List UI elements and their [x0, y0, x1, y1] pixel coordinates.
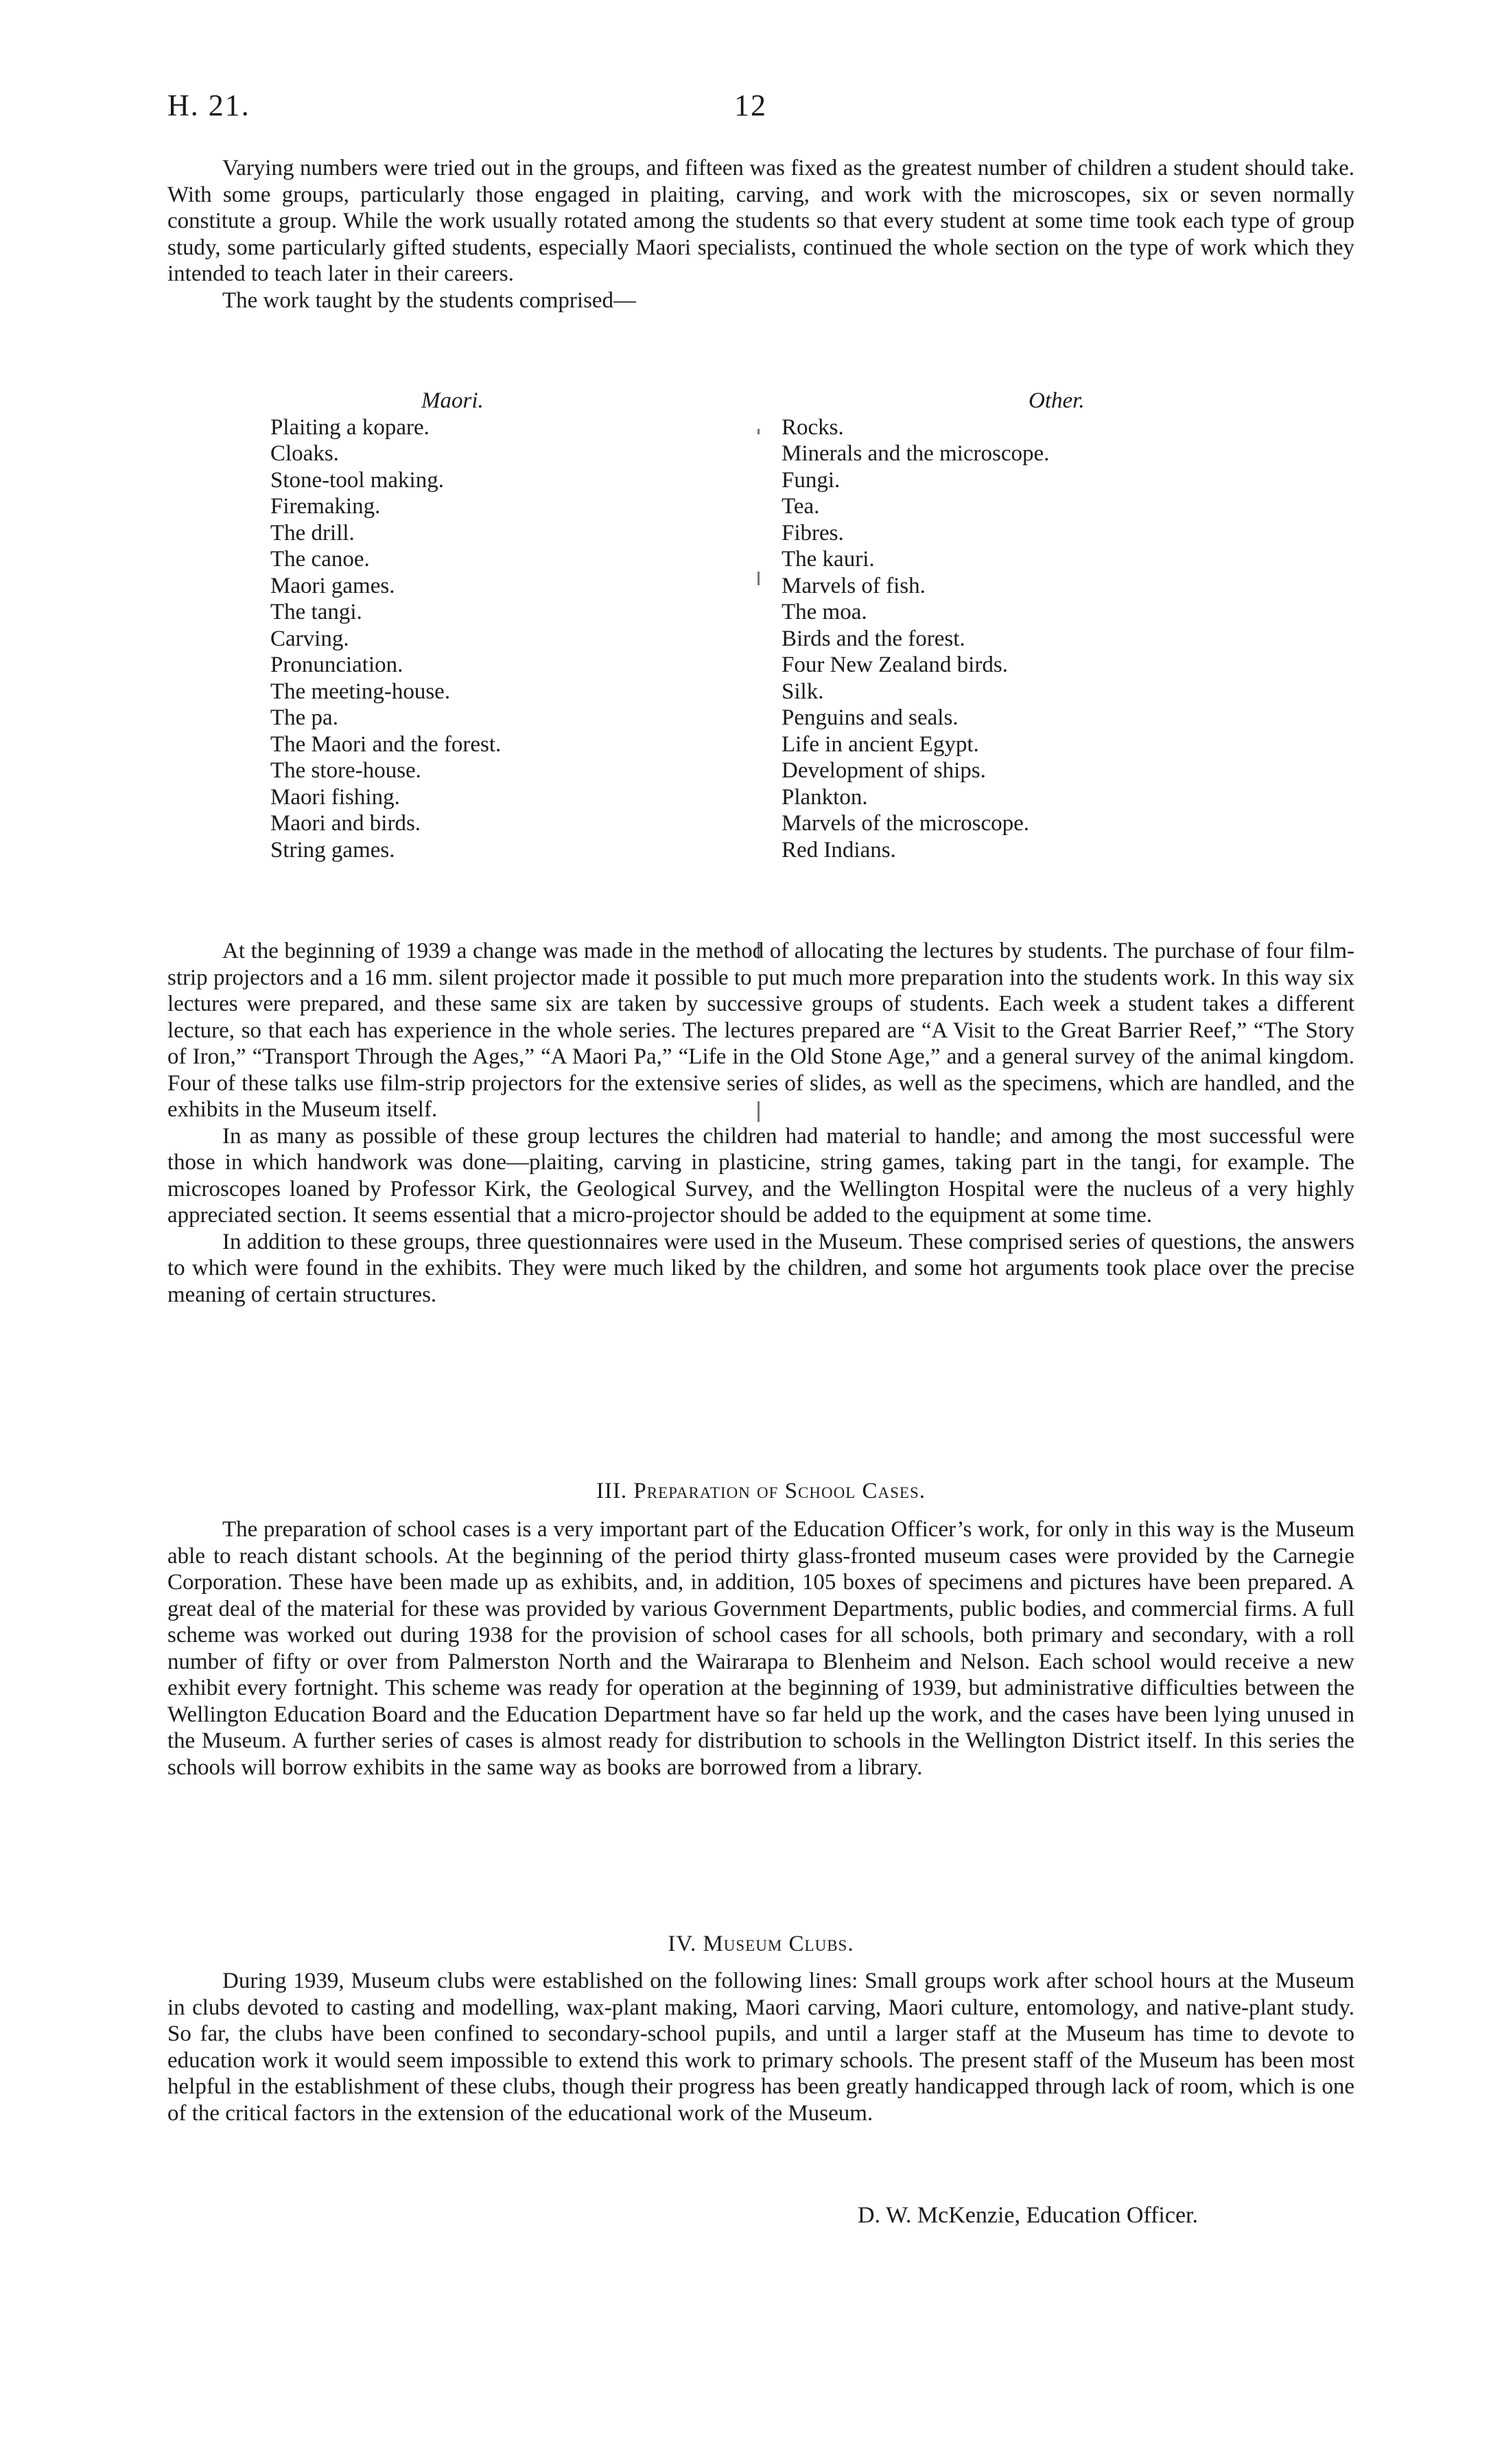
maori-item: Maori fishing.	[270, 784, 400, 810]
other-column-title: Other.	[1029, 388, 1085, 413]
maori-column	[270, 388, 751, 863]
maori-item: The canoe.	[270, 547, 370, 572]
other-item: Fungi.	[782, 467, 841, 493]
body-paragraph-1: At the beginning of 1939 a change was made in the method of allocating the lectures by students. The purchase of four film-strip projectors and a 16 mm. silent projector made it possible to put much more preparation into the students work. In this way six lectures were prepared, and these same six are taken by successive groups of students. Each week a student takes a different lecture, so that each has experience in the whole series. The lectures prepared are “A Visit to the Great Barrier Reef,” “The Story of Iron,” “Transport Through the Ages,” “A Maori Pa,” “Life in the Old Stone Age,” and a general survey of the animal kingdom. Four of these talks use film-strip projectors for the extensive series of slides, as well as the specimens, which are handled, and the exhibits in the Museum itself.	[167, 939, 1354, 1122]
maori-item: String games.	[270, 837, 395, 863]
maori-item: The tangi.	[270, 600, 362, 624]
other-item: Minerals and the microscope.	[782, 441, 1050, 466]
maori-item: The pa.	[270, 705, 338, 730]
maori-item: The meeting-house.	[270, 679, 451, 704]
section-3-title: III. Preparation of School Cases.	[596, 1479, 926, 1503]
other-item: Penguins and seals.	[782, 705, 959, 730]
intro-section	[167, 155, 1354, 314]
column-separator	[758, 429, 760, 434]
other-item: Fibres.	[782, 520, 844, 545]
column-separator	[758, 572, 760, 585]
other-item: Rocks.	[782, 414, 844, 440]
other-item: Marvels of the microscope.	[782, 811, 1030, 836]
maori-item: Carving.	[270, 626, 349, 651]
section-4-title: IV. Museum Clubs.	[668, 1932, 854, 1956]
maori-item: The drill.	[270, 520, 355, 545]
other-item: Red Indians.	[782, 837, 896, 863]
maori-item: The Maori and the forest.	[270, 731, 502, 757]
page-header-code: H. 21.	[167, 89, 250, 122]
maori-item: The store-house.	[270, 758, 421, 783]
page-number: 12	[734, 89, 767, 122]
section-4-paragraph: During 1939, Museum clubs were established on the following lines: Small groups work after school hours at the Museum in clubs devoted to casting and modelling, wax-plant making, Maori carving, Maori culture, entomology, and native-plant study. So far, the clubs have been confined to secondary-school pupils, and until a larger staff at the Museum has time to devote to education work it would seem impossible to extend this work to primary schools. The present staff of the Museum has been most helpful in the establishment of these clubs, though their progress has been greatly handicapped through lack of room, which is one of the critical factors in the extension of the educational work of the Museum.	[167, 1969, 1354, 2126]
section-4	[167, 1968, 1354, 2126]
other-item: The kauri.	[782, 547, 875, 572]
maori-item: Cloaks.	[270, 441, 339, 466]
other-item: Marvels of fish.	[782, 573, 926, 598]
other-item: Silk.	[782, 679, 824, 704]
maori-list	[270, 414, 751, 864]
maori-item: Maori and birds.	[270, 811, 421, 836]
other-item: Four New Zealand birds.	[782, 653, 1008, 677]
signature: D. W. McKenzie, Education Officer.	[858, 2203, 1199, 2228]
other-list	[782, 414, 1330, 864]
other-item: Birds and the forest.	[782, 626, 965, 651]
intro-paragraph-2: The work taught by the students comprised—	[222, 288, 637, 313]
section-3-paragraph: The preparation of school cases is a very important part of the Education Officer’s work, for only in this way is the Museum able to reach distant schools. At the beginning of the period thirty glass-fronted museum cases were provided by the Carnegie Corporation. These have been made up as exhibits, and, in addition, 105 boxes of specimens and pictures have been prepared. A great deal of the material for these was provided by various Government Departments, public bodies, and commercial firms. A full scheme was worked out during 1938 for the provision of school cases for all schools, both primary and secondary, with a roll number of fifty or over from Palmerston North and the Wairarapa to Blenheim and Nelson. Each school would receive a new exhibit every fortnight. This scheme was ready for operation at the beginning of 1939, but administrative difficulties between the Wellington Education Board and the Education Department have so far held up the work, and the cases have been lying unused in the Museum. A further series of cases is almost ready for distribution to schools in the Wellington District itself. In this series the schools will borrow exhibits in the same way as books are borrowed from a library.	[167, 1517, 1354, 1780]
other-item: Development of ships.	[782, 758, 986, 783]
maori-item: Stone-tool making.	[270, 467, 444, 493]
body-paragraph-2: In as many as possible of these group lectures the children had material to handle; and among the most successful were those in which handwork was done—plaiting, carving in plasticine, string games, taking part in the tangi, for example. The microscopes loaned by Professor Kirk, the Geological Survey, and the Wellington Hospital were the nucleus of a very highly appreciated section. It seems essential that a micro-projector should be added to the equipment at some time.	[167, 1123, 1354, 1228]
other-item: Life in ancient Egypt.	[782, 731, 979, 757]
body-paragraph-3: In addition to these groups, three questionnaires were used in the Museum. These comprised series of questions, the answers to which were found in the exhibits. They were much liked by the children, and some hot arguments took place over the precise meaning of certain structures.	[167, 1229, 1354, 1307]
maori-item: Firemaking.	[270, 494, 381, 519]
intro-paragraph-1: Varying numbers were tried out in the groups, and fifteen was fixed as the greatest number of children a student should take. With some groups, particularly those engaged in plaiting, carving, and work with the microscopes, six or seven normally constitute a group. While the work usually rotated among the students so that every student at some time took each type of group study, some particularly gifted students, especially Maori specialists, continued the whole section on the type of work which they intended to teach later in their careers.	[167, 156, 1354, 286]
maori-item: Plaiting a kopare.	[270, 414, 430, 440]
maori-item: Maori games.	[270, 573, 395, 598]
other-item: Tea.	[782, 494, 820, 519]
maori-item: Pronunciation.	[270, 653, 403, 677]
other-column	[782, 388, 1330, 863]
body-section	[167, 938, 1354, 1308]
other-item: Plankton.	[782, 784, 868, 810]
other-item: The moa.	[782, 600, 867, 624]
section-3	[167, 1516, 1354, 1781]
maori-column-title: Maori.	[421, 388, 484, 413]
